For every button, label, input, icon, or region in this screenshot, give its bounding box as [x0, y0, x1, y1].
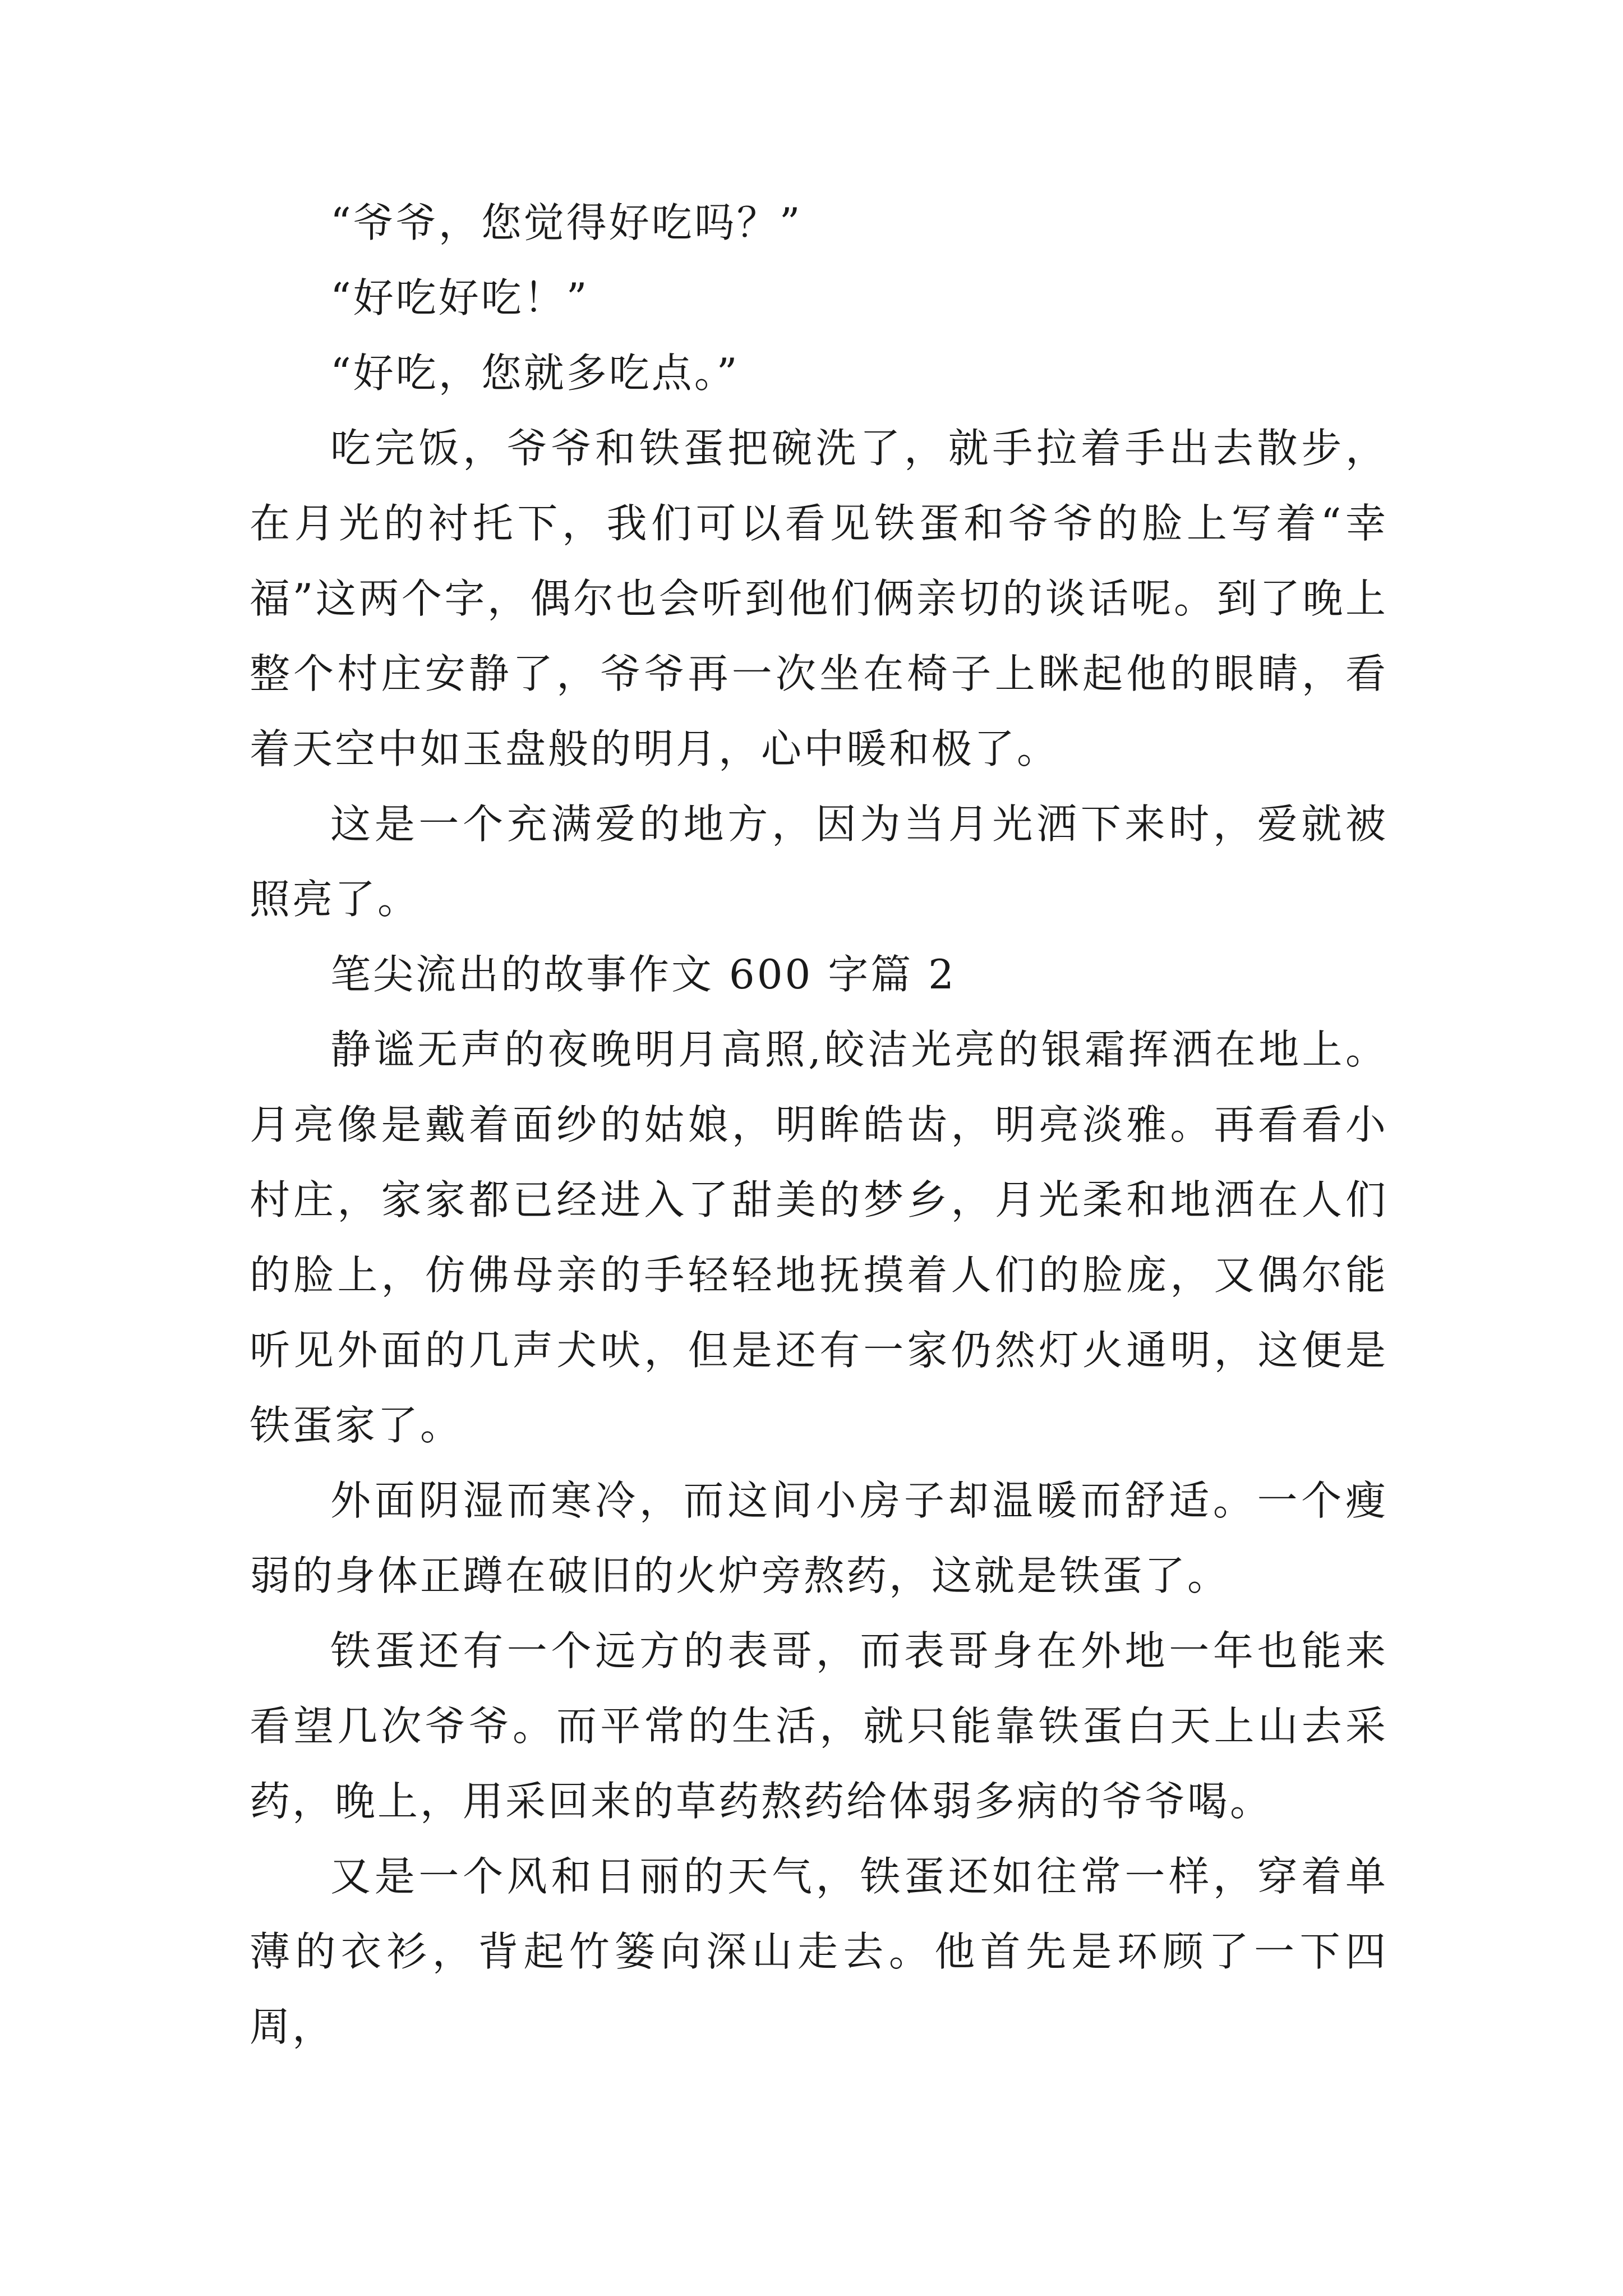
body-paragraph: 吃完饭，爷爷和铁蛋把碗洗了，就手拉着手出去散步，在月光的衬托下，我们可以看见铁蛋和爷爷的脸上写着“幸福”这两个字，偶尔也会听到他们俩亲切的谈话呢。到了晚上整个村庄安静了，爷爷再一次坐在椅子上眯起他的眼睛，看着天空中如玉盘般的明月，心中暖和极了。 — [250, 425, 1388, 772]
body-paragraph: 铁蛋还有一个远方的表哥，而表哥身在外地一年也能来看望几次爷爷。而平常的生活，就只能靠铁蛋白天上山去采药，晚上，用采回来的草药熬药给体弱多病的爷爷喝。 — [250, 1627, 1388, 1825]
body-paragraph: 外面阴湿而寒冷，而这间小房子却温暖而舒适。一个瘦弱的身体正蹲在破旧的火炉旁熬药，这就是铁蛋了。 — [250, 1477, 1388, 1599]
dialogue-line: “爷爷，您觉得好吃吗？” — [330, 199, 803, 246]
body-paragraph: 这是一个充满爱的地方，因为当月光洒下来时，爱就被照亮了。 — [250, 800, 1388, 923]
dialogue-line: “好吃，您就多吃点。” — [330, 349, 740, 397]
document-body — [250, 185, 1388, 2064]
body-paragraph: 又是一个风和日丽的天气，铁蛋还如往常一样，穿着单薄的衣衫，背起竹篓向深山走去。他首先是环顾了一下四周， — [250, 1853, 1388, 2050]
body-paragraph: 静谧无声的夜晚明月高照,皎洁光亮的银霜挥洒在地上。月亮像是戴着面纱的姑娘，明眸皓齿，明亮淡雅。再看看小村庄，家家都已经进入了甜美的梦乡，月光柔和地洒在人们的脸上，仿佛母亲的手轻轻地抚摸着人们的脸庞，又偶尔能听见外面的几声犬吠，但是还有一家仍然灯火通明，这便是铁蛋家了。 — [250, 1026, 1388, 1449]
dialogue-line: “好吃好吃！” — [330, 274, 589, 321]
section-heading: 笔尖流出的故事作文 600 字篇 2 — [330, 951, 956, 998]
